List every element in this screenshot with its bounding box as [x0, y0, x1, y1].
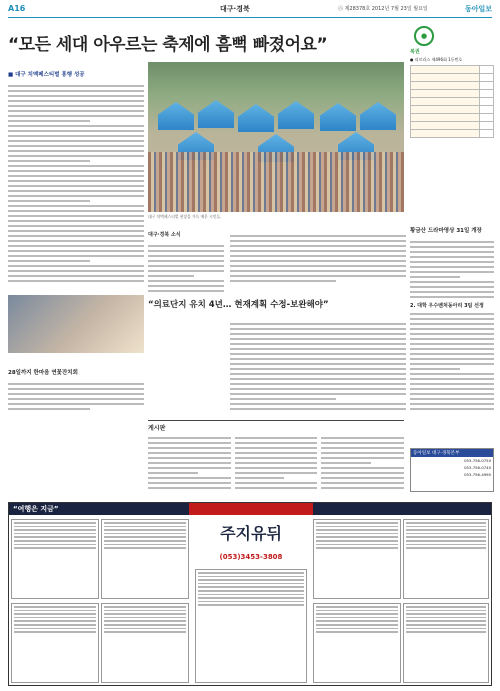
table-row: [411, 122, 494, 130]
main-headline: “모든 세대 아우르는 축제에 흠뻑 빠졌어요”: [8, 35, 328, 55]
table-row: [411, 66, 494, 74]
ad-cell: [195, 569, 307, 683]
small-photo: [8, 295, 144, 353]
ad-cell: [11, 603, 99, 683]
table-row: [411, 114, 494, 122]
lottery-sidebar: [410, 26, 494, 138]
ad-banner-left: “여행은 지금”: [9, 503, 189, 515]
lottery-line: ● 리브라스 제496회 1등번호: [410, 57, 463, 62]
table-row: [411, 130, 494, 138]
festival-photo: [148, 62, 404, 212]
second-headline: “의료단지 유치 4년… 현재계획 수정-보완해야”: [148, 300, 329, 310]
ad-cell: [403, 519, 489, 599]
mid-article-headline: 대구·경북 소식: [148, 232, 181, 238]
lottery-results-table: [410, 65, 494, 138]
second-article-body: [230, 320, 406, 416]
contact-row: 053-756-0740: [464, 465, 491, 470]
notice-title: 게시판: [148, 425, 166, 432]
contact-title: 동아일보 대구·경북본부: [411, 449, 493, 457]
contact-box: [410, 448, 494, 492]
ad-phone: (053)3453-3808: [219, 553, 283, 561]
right-article: [410, 226, 494, 458]
main-article-body: [8, 82, 144, 288]
page-header: [8, 4, 492, 18]
small-article-body: [8, 380, 144, 420]
contact-row: 053-756-4990: [464, 472, 491, 477]
right-article-title: 황금산 드라마영상 31일 개장: [410, 228, 482, 234]
ad-cell: [313, 519, 401, 599]
ad-cell: [101, 519, 189, 599]
table-row: [411, 98, 494, 106]
ad-cell: [101, 603, 189, 683]
ad-cell: [403, 603, 489, 683]
section-name: 대구·경북: [220, 5, 250, 13]
small-article-headline: 28일까지 한마음 연꽃잔치회: [8, 370, 78, 376]
ad-cell: [313, 603, 401, 683]
mid-article: [148, 232, 224, 292]
ad-logo: 주지유뒤: [220, 524, 282, 543]
right-article-subhead: 2. 대학 우수벤처동아리 3팀 선정: [410, 303, 484, 309]
ad-banner-mid: [189, 503, 313, 515]
mid-columns-body: [230, 232, 406, 286]
page-number: A16: [8, 4, 26, 13]
main-deck: ■ 대구 치맥페스티벌 흥행 성공: [8, 72, 85, 78]
publication-date: ㊅ 제28378호 2012년 7월 23일 월요일: [338, 6, 428, 12]
ad-cell: [11, 519, 99, 599]
table-row: [411, 82, 494, 90]
table-row: [411, 106, 494, 114]
newspaper-name: 동아일보: [464, 5, 492, 13]
notice-board: [148, 420, 404, 498]
table-row: [411, 74, 494, 82]
photo-caption: 대구 치맥페스티벌 현장을 가득 메운 시민들.: [148, 214, 222, 219]
contact-row: 053-756-0750: [464, 458, 491, 463]
table-row: [411, 90, 494, 98]
lottery-ball-icon: ●: [414, 26, 434, 46]
ad-banner-right: [313, 503, 491, 515]
sidebar-title: 복권: [410, 49, 420, 55]
classified-ads: [8, 502, 492, 686]
